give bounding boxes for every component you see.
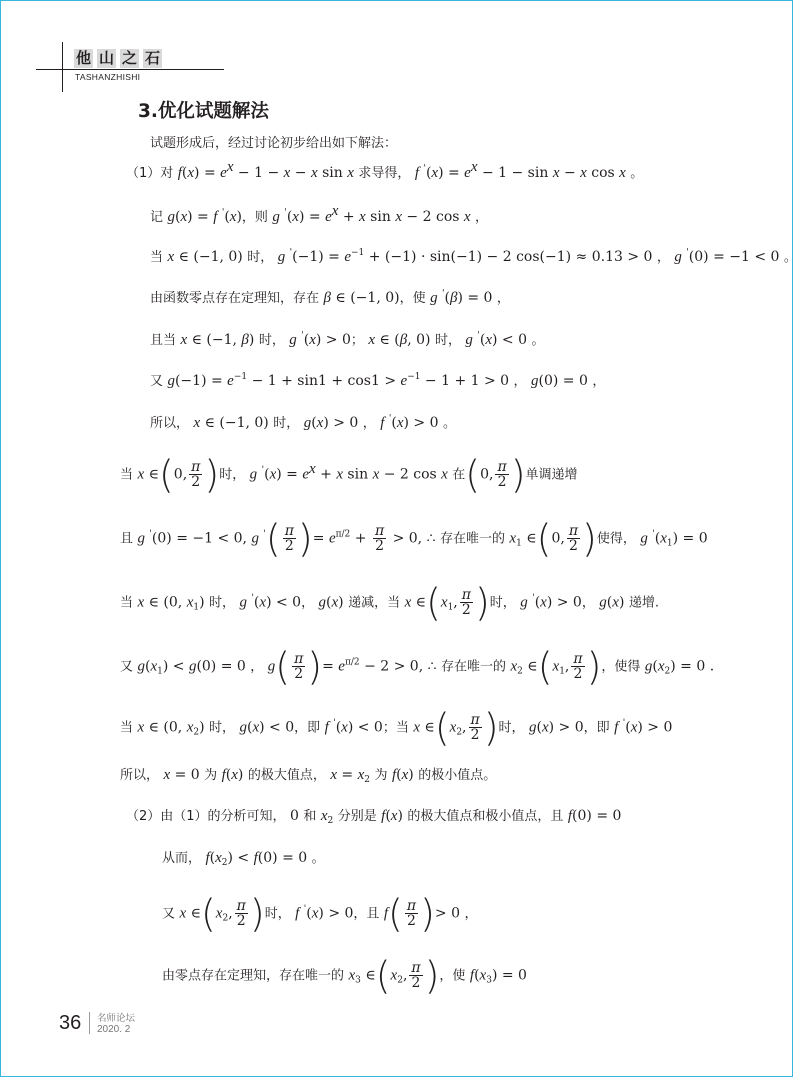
page-number: 36	[59, 1012, 82, 1034]
journal-name: 名师论坛	[97, 1013, 136, 1024]
formula-line: 又 x $\in(x_2$, $\frac{\pi}{2}$ )时， f '(x) > 0，且 f( $\frac{\pi}{2}$ )> 0 ，	[162, 891, 478, 936]
column-title-char: 之	[121, 49, 137, 67]
column-title-pinyin: TASHANZHISHI	[75, 72, 141, 82]
formula-line: （2）由（1）的分析可知， 0 和 $x_2$ 分别是 f(x) 的极大值点和极小值点，且 f(0) = 0	[126, 808, 622, 826]
header-horizontal-rule	[36, 69, 224, 70]
formula-line: 记 g(x) = f '(x)，则 g $'(x) = e^x + x$ sin x − 2 cos x ，	[150, 203, 489, 225]
column-title-char: 石	[144, 49, 160, 67]
formula-line: 当 x ∈ (−1, 0) 时， g $'(-1) = e^{-1} + (-1) \cdot \sin(-1) - 2$ cos(−1) ≈ 0.13 > 0 ， g '(0) = −1 < 0 。	[150, 248, 797, 265]
formula-line: 所以， x ∈ (−1, 0) 时， g(x) > 0 ， f '(x) > 0 。	[150, 414, 456, 431]
formula-line: 由零点存在定理知，存在唯一的 $x_3$ $\in(x_2$, $\frac{\pi}{2}$ )，使 $f(x_3) = 0$	[162, 953, 527, 998]
formula-line: 所以， x = 0 为 f(x) 的极大值点， $x = x_2$ 为 f(x) 的极小值点。	[120, 767, 497, 785]
formula-line: 又 $g(x_1) < g(0) = 0$ ， g( $\frac{\pi}{2}$ )= $e^{\pi/2} - 2 > 0$, ∴ 存在唯一的 $x_2$ $\in(x_1$, $\frac{\pi}{2}$ )，使得 $g(x_2) = 0$ .	[120, 644, 715, 689]
column-title-char: 他	[75, 49, 91, 67]
formula-line: 由函数零点存在定理知，存在 β ∈ (−1, 0)，使 g '(β) = 0 ，	[150, 289, 510, 306]
formula-line: 从而， $f(x_2) < f(0) = 0$ 。	[162, 850, 325, 868]
column-title-char: 山	[98, 49, 114, 67]
section-title: 3.优化试题解法	[138, 101, 269, 122]
column-title	[74, 49, 162, 68]
formula-line: 且当 x ∈ (−1, β) 时， g '(x) > 0； x ∈ (β, 0) 时， g '(x) < 0 。	[150, 331, 545, 348]
formula-line: 当 x ∈(0, $\frac{\pi}{2}$ )时， g $'(x) = e^x + x$ sin x − 2 cos x 在(0, $\frac{\pi}{2}$ )单调递增	[120, 452, 578, 497]
intro-text: 试题形成后，经过讨论初步给出如下解法：	[150, 136, 398, 151]
formula-line: 当 x ∈ (0, $x_2$) 时， g(x) < 0，即 f '(x) < 0；当 x $\in(x_2$, $\frac{\pi}{2}$ )时， g(x) > 0，即 f '(x) > 0	[120, 705, 673, 750]
issue-date: 2020. 2	[97, 1024, 131, 1035]
formula-line: 当 x ∈ (0, $x_1$) 时， g '(x) < 0， g(x) 递减，当 x $\in(x_1$, $\frac{\pi}{2}$ )时， g '(x) > 0， g(x) 递增.	[120, 580, 659, 625]
footer-divider	[89, 1012, 90, 1034]
header-vertical-rule	[62, 42, 63, 92]
formula-line: （1）对 $f(x) = e^x - 1 - x - x$ sin x 求导得， f $'(x) = e^x - 1 - \sin x - x$ cos x 。	[126, 159, 644, 181]
formula-line: 且 g '(0) = −1 < 0, g '( $\frac{\pi}{2}$ )= $e^{\pi/2}$ + $\frac{\pi}{2}$ > 0, ∴ 存在唯一的 $x_1$ ∈(0, $\frac{\pi}{2}$ )使得， g $'(x_1) = 0$	[120, 516, 708, 561]
formula-line: 又 $g(-1) = e^{-1} - 1 + \sin 1 + \cos 1 > e^{-1} - 1 + 1 > 0$ ， g(0) = 0 ，	[150, 372, 606, 389]
